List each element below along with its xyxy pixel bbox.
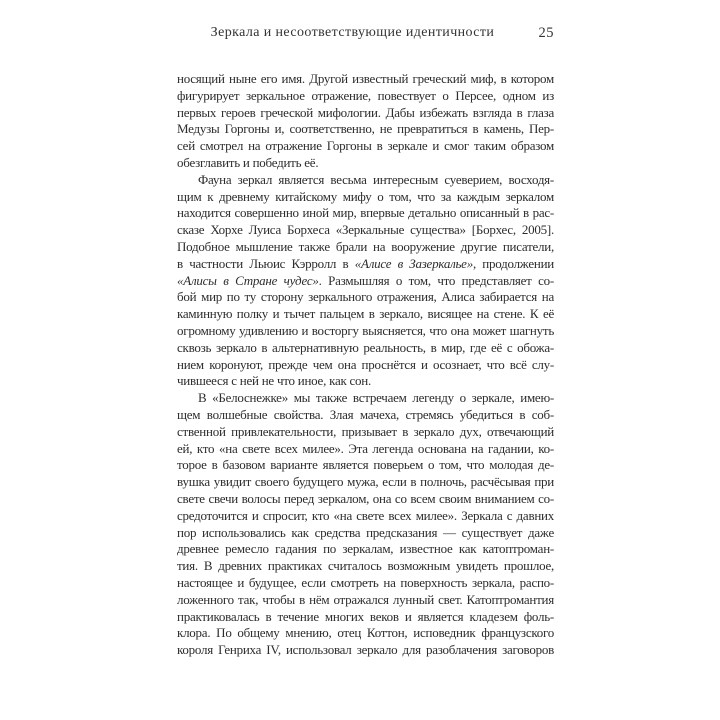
body-text-segment: ей, кто «на свете всех милее». Эта легенда основана на гадании, ко- [177,440,554,456]
body-text-segment: щим к древнему китайскому мифу о том, что за каждым зеркалом [177,188,554,204]
running-head-title: Зеркала и несоответствующие идентичности [210,25,495,40]
page-number: 25 [538,25,554,41]
body-text-segment: каминную полку и тычет пальцем в зеркало, висящее на стене. К её [177,306,554,322]
body-line [177,558,554,575]
body-line [177,105,554,122]
body-text-segment: фигурирует зеркальное отражение, повествует о Персее, одном из [177,87,554,103]
body-text-segment: находится совершенно иной мир, впервые детально описанный в рас- [177,205,554,221]
body-text-segment: клора. По общему мнению, отец Коттон, исповедник французского [177,625,554,641]
body-text-segment: Медузы Горгоны и, соответственно, не превратиться в камень, Пер- [177,121,554,137]
body-line [177,357,554,374]
body-text-segment: сквозь зеркало в альтернативную реальность, в мир, где её с обожа- [177,339,554,355]
body-line [177,323,554,340]
body-text-segment: , продолжении [472,255,554,271]
body-line [177,424,554,441]
body-line [177,222,554,239]
body-text-segment: первых героев греческой мифологии. Дабы избежать взгляда в глаза [177,104,554,120]
italic-text: «Алисе в Зазеркалье» [354,255,473,271]
body-text-segment: сказе Хорхе Луиса Борхеса «Зеркальные существа» [Борхес, 2005]. [177,222,554,238]
italic-text: «Алисы в Стране чудес» [177,272,319,288]
body-line [177,575,554,592]
body-line [177,88,554,105]
body-line [177,407,554,424]
body-text-segment: обезглавить и победить её. [177,154,319,170]
running-head [177,25,554,43]
body-line [177,189,554,206]
body-text-segment: пор использовались как средства предсказания — существует даже [177,524,554,540]
body-text-segment: бой мир по ту сторону зеркального отражения, Алиса забирается на [177,289,554,305]
body-line [177,625,554,642]
body-line [177,155,554,172]
body-text-segment: огромному удивлению и восторгу выясняется, что она может шагнуть [177,322,554,338]
body-line [177,340,554,357]
body-line [177,525,554,542]
body-text-segment: ложенного так, чтобы в нём отражался лунный свет. Катоптромантия [177,591,554,607]
body-line [177,289,554,306]
body-line [177,205,554,222]
body-line [177,508,554,525]
body-text-segment: ственной привлекательности, призывает в зеркало дух, отвечающий [177,423,554,439]
body-line [177,172,554,189]
body-line [177,541,554,558]
body-text-segment: торое в базовом варианте является поверьем о том, что молодая де- [177,457,554,473]
body-line [177,609,554,626]
body-text-segment: настоящее и будущее, если смотреть на поверхность зеркала, распо- [177,574,554,590]
body-text-segment: вушка увидит своего будущего мужа, если в полночь, расчёсывая при [177,474,554,490]
body-text-segment: древнее ремесло гадания по зеркалам, известное как катоптроман- [177,541,554,557]
body-text-segment: . Размышляя о том, что представляет со- [318,272,554,288]
body-text-segment: щем волшебные свойства. Злая мачеха, стремясь убедиться в соб- [177,406,554,422]
body-text-segment: В «Белоснежке» мы также встречаем легенду о зеркале, имею- [198,390,554,406]
body-text-segment: практиковалась в течение многих веков и является кладезем фоль- [177,608,554,624]
body-line [177,71,554,88]
body-text-segment: сей смотрел на отражение Горгоны в зеркале и смог таким образом [177,138,554,154]
body-text-segment: нием коронуют, прежде чем она проснётся и осознает, что всё слу- [177,356,554,372]
body-line [177,642,554,659]
body-text-segment: средоточится и спросит, кто «на свете всех милее». Зеркала с давних [177,507,554,523]
body-text-segment: тия. В древних практиках считалось возможным увидеть прошлое, [177,558,554,574]
body-line [177,273,554,290]
body-text-segment: свете свечи волосы перед зеркалом, она со всем своим вниманием со- [177,490,554,506]
body-line [177,373,554,390]
body-line [177,441,554,458]
body-text-segment: Фауна зеркал является весьма интересным суеверием, восходя- [198,171,554,187]
body-text-segment: в частности Льюис Кэрролл в [177,255,355,271]
body-line [177,256,554,273]
body-text-segment: носящий ныне его имя. Другой известный греческий миф, в котором [177,71,554,86]
body-line [177,239,554,256]
body-line [177,306,554,323]
body-line [177,474,554,491]
body-line [177,592,554,609]
body-line [177,491,554,508]
body-text-segment: Подобное мышление также брали на вооружение другие писатели, [177,238,554,254]
body-line [177,457,554,474]
page-body [177,71,554,659]
body-text-segment: короля Генриха IV, использовал зеркало для разоблачения заговоров [177,642,554,658]
body-line [177,138,554,155]
body-text-segment: чившееся с ней не что иное, как сон. [177,373,372,389]
body-line [177,121,554,138]
body-line [177,390,554,407]
